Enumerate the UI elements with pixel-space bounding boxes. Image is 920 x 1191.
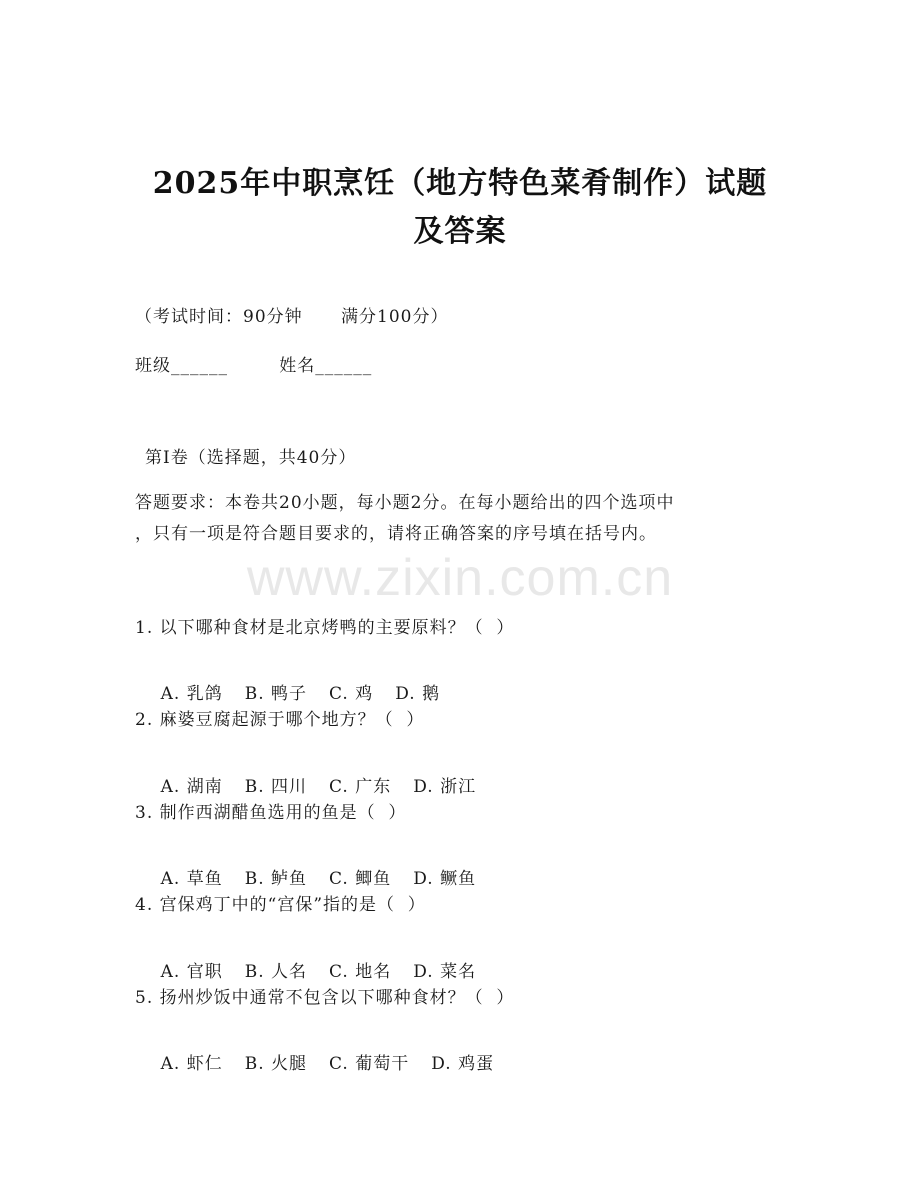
question-5: 5. 扬州炒饭中通常不包含以下哪种食材？（ ） (135, 988, 515, 1008)
option-c: C. 葡萄干 (329, 1054, 410, 1074)
option-c: C. 地名 (329, 962, 392, 982)
document-title-line2: 及答案 (413, 214, 507, 249)
option-a: A. 湖南 (160, 777, 223, 797)
instructions-line2: ，只有一项是符合题目要求的，请将正确答案的序号填在括号内。 (135, 524, 657, 544)
option-a: A. 乳鸽 (160, 684, 223, 704)
option-d: D. 鸡蛋 (431, 1054, 495, 1074)
question-4: 4. 宫保鸡丁中的“宫保”指的是（ ） (135, 895, 426, 915)
option-d: D. 鳜鱼 (413, 869, 477, 889)
student-info: 班级______ 姓名______ (135, 356, 373, 376)
option-c: C. 鲫鱼 (329, 869, 392, 889)
option-a: A. 官职 (160, 962, 223, 982)
option-d: D. 菜名 (413, 962, 477, 982)
option-b: B. 鸭子 (244, 684, 308, 704)
option-c: C. 鸡 (329, 684, 374, 704)
option-c: C. 广东 (329, 777, 392, 797)
watermark: www.zixin.com.cn (246, 549, 674, 607)
option-b: B. 四川 (244, 777, 308, 797)
section-title: 第I卷（选择题，共40分） (145, 448, 357, 468)
question-1: 1. 以下哪种食材是北京烤鸭的主要原料？（ ） (135, 618, 515, 638)
option-b: B. 人名 (244, 962, 308, 982)
question-5-options (135, 1029, 494, 1094)
instructions-line1: 答题要求：本卷共20小题，每小题2分。在每小题给出的四个选项中 (135, 493, 675, 513)
document-title-line1: 2025年中职烹饪（地方特色菜肴制作）试题 (152, 166, 768, 201)
option-b: B. 鲈鱼 (244, 869, 308, 889)
option-b: B. 火腿 (244, 1054, 308, 1074)
question-2: 2. 麻婆豆腐起源于哪个地方？（ ） (135, 710, 425, 730)
exam-info: （考试时间：90分钟 满分100分） (135, 307, 449, 327)
option-a: A. 虾仁 (160, 1054, 223, 1074)
option-d: D. 浙江 (413, 777, 477, 797)
option-a: A. 草鱼 (160, 869, 223, 889)
question-3: 3. 制作西湖醋鱼选用的鱼是（ ） (135, 803, 407, 823)
option-d: D. 鹅 (395, 684, 441, 704)
